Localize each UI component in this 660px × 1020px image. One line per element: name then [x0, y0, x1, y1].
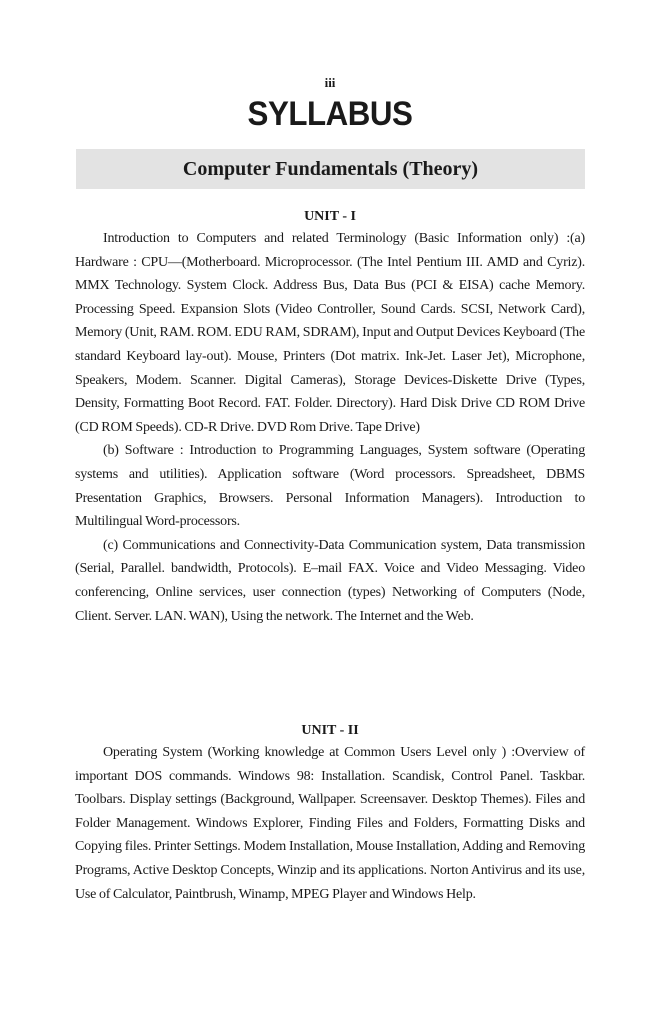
- unit-2-paragraph-operating-system: Operating System (Working knowledge at Common Users Level only ) :Overview of important DOS commands. Windows 98: Installation. Scandisk, Control Panel. Taskbar. Toolbars. Display settings (Background, Wallpaper. Screensaver. Desktop Themes). Files and Folder Management. Windows Explorer, Finding Files and Folders, Formatting Disks and Copying files. Printer Settings. Modem Installation, Mouse Installation, Adding and Removing Programs, Active Desktop Concepts, Winzip and its applications. Norton Antivirus and its use, Use of Calculator, Paintbrush, Winamp, MPEG Player and Windows Help.: [75, 745, 585, 902]
- unit-1-heading: UNIT - I: [304, 209, 356, 224]
- page-number: iii: [324, 75, 336, 90]
- subject-banner: [76, 149, 585, 189]
- subject-title: Computer Fundamentals (Theory): [182, 158, 479, 180]
- unit-2-heading: UNIT - II: [301, 723, 359, 738]
- unit-1-paragraph-communications: (c) Communications and Connectivity-Data Communication system, Data transmission (Serial, Parallel. bandwidth, Protocols). E–mail FAX. Voice and Video Messaging. Video conferencing, Online services, user connection (types) Networking of Computers (Node, Client. Server. LAN. WAN), Using the network. The Internet and the Web.: [75, 537, 585, 624]
- unit-1-paragraph-software: (b) Software : Introduction to Programming Languages, System software (Operating systems and utilities). Application software (Word processors. Spreadsheet, DBMS Presentation Graphics, Browsers. Personal Information Managers). Introduction to Multilingual Word-processors.: [75, 443, 585, 530]
- unit-1-paragraph-hardware: Introduction to Computers and related Terminology (Basic Information only) :(a) Hardware : CPU—(Motherboard. Microprocessor. (The Intel Pentium III. AMD and Cyriz). MMX Technology. System Clock. Address Bus, Data Bus (PCI & EISA) cache Memory. Processing Speed. Expansion Slots (Video Controller, Sound Cards. SCSI, Network Card), Memory (Unit, RAM. ROM. EDU RAM, SDRAM), Input and Output Devices Keyboard (The standard Keyboard lay-out). Mouse, Printers (Dot matrix. Ink-Jet. Laser Jet), Microphone, Speakers, Modem. Scanner. Digital Cameras), Storage Devices-Diskette Drive (Types, Density, Formatting Boot Record. FAT. Folder. Directory). Hard Disk Drive CD ROM Drive (CD ROM Speeds). CD-R Drive. DVD Rom Drive. Tape Drive): [75, 231, 585, 435]
- unit-1-section: [75, 207, 585, 628]
- page-title: SYLLABUS: [247, 95, 413, 133]
- unit-2-section: [75, 721, 585, 906]
